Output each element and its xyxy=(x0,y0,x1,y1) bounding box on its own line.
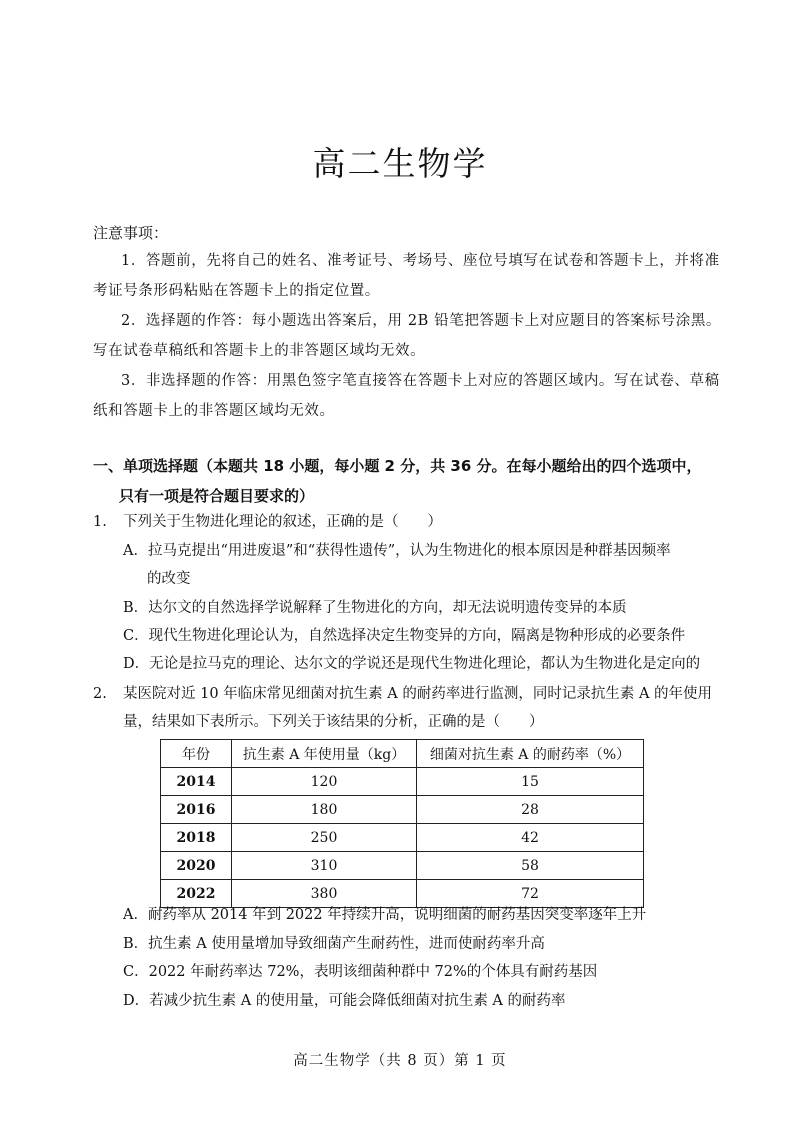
table-row xyxy=(161,768,644,796)
question-2-number: 2. xyxy=(93,686,107,702)
resistance-table xyxy=(160,739,644,908)
question-2 xyxy=(93,680,723,736)
table-cell-usage: 380 xyxy=(232,880,417,908)
question-2-stem: 某医院对近 10 年临床常见细菌对抗生素 A 的耐药率进行监测，同时记录抗生素 A 的年使用量，结果如下表所示。下列关于该结果的分析，正确的是（ ） xyxy=(123,686,713,730)
question-2-option-d: D．若减少抗生素 A 的使用量，可能会降低细菌对抗生素 A 的耐药率 xyxy=(123,993,566,1009)
notice-item-3: 3．非选择题的作答：用黑色签字笔直接答在答题卡上对应的答题区域内。写在试卷、草稿纸和答题卡上的非答题区域均无效。 xyxy=(93,373,720,419)
table-cell-resistance: 58 xyxy=(417,852,644,880)
section-heading-line1: 一、单项选择题（本题共 18 小题，每小题 2 分，共 36 分。在每小题给出的四个选项中， xyxy=(93,457,702,475)
table-cell-resistance: 28 xyxy=(417,796,644,824)
question-2-option-a: A．耐药率从 2014 年到 2022 年持续升高，说明细菌的耐药基因突变率逐年上升 xyxy=(123,907,647,923)
question-1-option-a-line1: A．拉马克提出“用进废退”和“获得性遗传”，认为生物进化的根本原因是种群基因频率 xyxy=(123,543,671,559)
table-row xyxy=(161,824,644,852)
table-row xyxy=(161,796,644,824)
notice-item-2: 2．选择题的作答：每小题选出答案后，用 2B 铅笔把答题卡上对应题目的答案标号涂黑。写在试卷草稿纸和答题卡上的非答题区域均无效。 xyxy=(93,313,722,359)
question-1-stem: 下列关于生物进化理论的叙述，正确的是（ ） xyxy=(123,514,442,530)
table-cell-usage: 120 xyxy=(232,768,417,796)
table-cell-year: 2020 xyxy=(161,852,232,880)
table-cell-year: 2014 xyxy=(161,768,232,796)
question-1-option-a-line2: 的改变 xyxy=(147,571,191,587)
section-heading-line2: 只有一项是符合题目要求的） xyxy=(119,487,315,505)
page-footer: 高二生物学（共 8 页）第 1 页 xyxy=(293,1053,507,1069)
question-1 xyxy=(93,508,723,536)
table-header-year: 年份 xyxy=(161,740,232,768)
table-cell-resistance: 42 xyxy=(417,824,644,852)
table-cell-year: 2016 xyxy=(161,796,232,824)
question-1-option-c: C．现代生物进化理论认为，自然选择决定生物变异的方向，隔离是物种形成的必要条件 xyxy=(123,628,686,644)
table-cell-usage: 180 xyxy=(232,796,417,824)
notice-item-1: 1．答题前，先将自己的姓名、准考证号、考场号、座位号填写在试卷和答题卡上，并将准考证号条形码粘贴在答题卡上的指定位置。 xyxy=(93,253,720,299)
table-row xyxy=(161,852,644,880)
table-cell-year: 2018 xyxy=(161,824,232,852)
table-header-row xyxy=(161,740,644,768)
table-cell-resistance: 72 xyxy=(417,880,644,908)
table-header-resistance: 细菌对抗生素 A 的耐药率（%） xyxy=(417,740,644,768)
question-1-number: 1. xyxy=(93,514,107,530)
table-cell-usage: 310 xyxy=(232,852,417,880)
section-heading xyxy=(93,451,733,511)
question-2-option-c: C．2022 年耐药率达 72%，表明该细菌种群中 72%的个体具有耐药基因 xyxy=(123,964,598,980)
table-cell-resistance: 15 xyxy=(417,768,644,796)
table-header-usage: 抗生素 A 年使用量（kg） xyxy=(232,740,417,768)
notice-heading: 注意事项： xyxy=(93,224,169,242)
table-cell-year: 2022 xyxy=(161,880,232,908)
question-1-option-b: B．达尔文的自然选择学说解释了生物进化的方向，却无法说明遗传变异的本质 xyxy=(123,600,627,616)
table-cell-usage: 250 xyxy=(232,824,417,852)
question-2-option-b: B．抗生素 A 使用量增加导致细菌产生耐药性，进而使耐药率升高 xyxy=(123,936,545,952)
question-1-option-d: D．无论是拉马克的理论、达尔文的学说还是现代生物进化理论，都认为生物进化是定向的 xyxy=(123,656,701,672)
page-title: 高二生物学 xyxy=(312,144,488,183)
question-1-option-a xyxy=(123,537,723,593)
